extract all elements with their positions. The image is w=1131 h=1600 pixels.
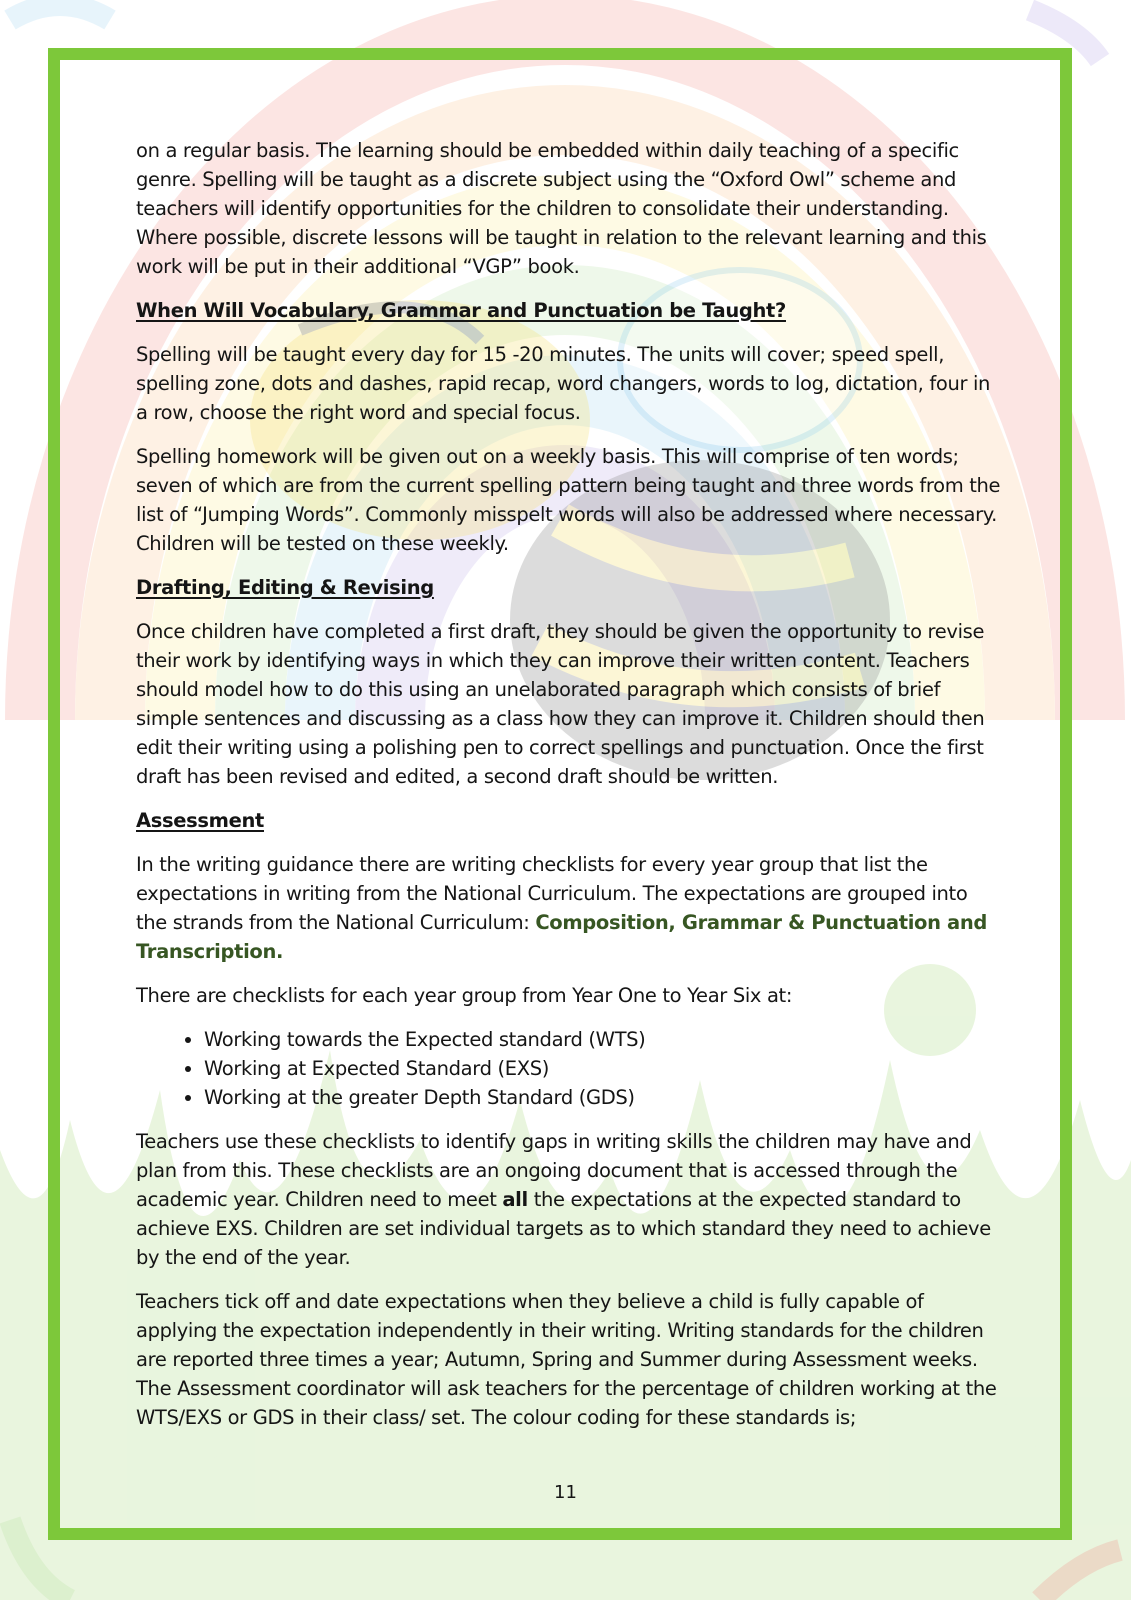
standards-list <box>136 1025 1001 1112</box>
vgp-heading: When Will Vocabulary, Grammar and Punctuation be Taught? <box>136 299 786 322</box>
drafting-paragraph: Once children have completed a first draft, they should be given the opportunity to revise their work by identifying ways in which they can improve their written content. Teachers should model how to do this using an unelaborated paragraph which consists of brief simple sentences and discussing as a class how they can improve it. Children should then edit their writing using a polishing pen to correct spellings and punctuation. Once the first draft has been revised and edited, a second draft should be written. <box>136 620 985 788</box>
checklist-usage-text-end: the expectations at the expected standard to achieve EXS. Children are set individual targets as to which standard they need to achieve by the end of the year. <box>136 1188 991 1269</box>
checklists-paragraph-text: In the writing guidance there are writing checklists for every year group that list the expectations in writing from the National Curriculum. The expectations are grouped into the strands from the National Curriculum: <box>136 853 968 934</box>
reporting-paragraph: Teachers tick off and date expectations when they believe a child is fully capable of applying the expectation independently in their writing. Writing standards for the children are reported three times a year; Autumn, Spring and Summer during Assessment weeks. The Assessment coordinator will ask teachers for the percentage of children working at the WTS/EXS or GDS in their class/ set. The colour coding for these standards is; <box>136 1290 997 1429</box>
list-item: • Working at the greater Depth Standard (GDS) <box>204 1083 1001 1112</box>
drafting-heading: Drafting, Editing & Revising <box>136 576 434 599</box>
assessment-heading: Assessment <box>136 809 264 832</box>
spelling-schedule-paragraph: Spelling will be taught every day for 15 -20 minutes. The units will cover; speed spell, spelling zone, dots and dashes, rapid recap, word changers, words to log, dictation, four in a row, choose the right word and special focus. <box>136 343 991 424</box>
spelling-homework-paragraph: Spelling homework will be given out on a weekly basis. This will comprise of ten words; seven of which are from the current spelling pattern being taught and three words from the list of “Jumping Words”. Commonly misspelt words will also be addressed where necessary. Children will be tested on these weekly. <box>136 445 1001 555</box>
checklist-usage-paragraph <box>136 1127 1001 1272</box>
document-body <box>136 136 1001 1447</box>
page-number: 11 <box>554 1482 577 1503</box>
checklist-usage-text-start: Teachers use these checklists to identify gaps in writing skills the children may have and plan from this. These checklists are an ongoing document that is accessed through the academic year. Children need to meet <box>136 1130 972 1211</box>
list-item: • Working towards the Expected standard (WTS) <box>204 1025 1001 1054</box>
intro-paragraph: on a regular basis. The learning should be embedded within daily teaching of a specific genre. Spelling will be taught as a discrete subject using the “Oxford Owl” scheme and teachers will identify opportunities for the children to consolidate their understanding. Where possible, discrete lessons will be taught in relation to the relevant learning and this work will be put in their additional “VGP” book. <box>136 139 987 278</box>
list-item: • Working at Expected Standard (EXS) <box>204 1054 1001 1083</box>
strands-highlight: Composition, Grammar & Punctuation and Transcription. <box>136 911 987 963</box>
emphasis-all: all <box>502 1188 528 1211</box>
checklists-paragraph <box>136 850 1001 966</box>
year-groups-paragraph: There are checklists for each year group from Year One to Year Six at: <box>136 984 793 1007</box>
